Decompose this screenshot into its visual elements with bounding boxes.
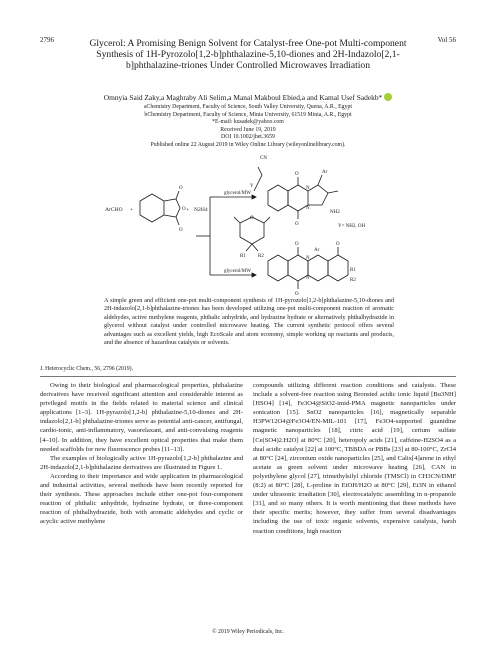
abstract: A simple green and efficient one-pot multi-component synthesis of 1H-pyrozolo[1,2-b]phthalazine-5,10-diones and 2H-indazolo[2,1-b]phthalazine-triones has been developed utilizing one-pot multi-component reaction of aromatic aldehydes, active methylene reagents, phthalic anhydride, and hydrazine hydrate or alternatively phthalhydrazide in glycerol without catalyst under controlled microwave heating. The current synthetic protocol offers several advantages such as excellent yields, high EcoScale and atom economy, simple working up reactants and products, and the absence of hazardous catalysts or solvents.: [104, 297, 394, 347]
label-r2-2: R2: [350, 278, 356, 283]
article-title: Glycerol: A Promising Benign Solvent for Catalyst-free One-pot Multi-component Synthesis of 1H-Pyrozolo[1,2-b]phthalazine-5,10-diones and 2H-Indazolo[2,1-b]phthalazine-triones Under Controlled Microwaves Irradiation: [89, 38, 407, 71]
label-n-3: N: [306, 256, 310, 261]
label-y: Y: [250, 184, 254, 189]
authors-text: Omnyia Said Zaky,a Maghraby Ali Selim,a Manal Makboul Ebied,a and Kamal Usef Sadekb*: [103, 93, 383, 102]
copyright-footer: © 2019 Wiley Periodicals, Inc.: [212, 629, 284, 635]
label-r2: R2: [258, 254, 264, 259]
label-o-7: O: [295, 242, 299, 247]
label-o-2: O: [182, 207, 186, 212]
label-n-1: N: [306, 186, 310, 191]
volume-label: Vol 56: [437, 36, 456, 44]
published-online: Published online 22 August 2019 in Wiley Online Library (wileyonlinelibrary.com).: [150, 142, 346, 148]
label-o-1: O: [179, 186, 183, 191]
received-date: Received June 19, 2019: [220, 126, 276, 133]
condition-top: glycerol/MW: [224, 191, 251, 196]
condition-bottom: glycerol/MW: [224, 269, 251, 274]
label-n-4: N: [306, 276, 310, 281]
doi: DOI 10.1002/jhet.3659: [221, 134, 275, 141]
plus-sign-1: +: [130, 207, 134, 213]
orcid-icon[interactable]: [384, 93, 392, 101]
label-o-4: O: [250, 216, 254, 221]
label-o-8: O: [295, 292, 299, 297]
citation: J. Heterocyclic Chem., 56, 2796 (2019).: [40, 366, 134, 372]
paragraph-4: compounds utilizing different reaction conditions and catalysts. These include a solvent-free reaction using Bronsted acidic ionic liquid [Bu3NH][HSO4] [14], Fe3O4@SiO2-imid-PMA magnetic nanoparticles under sonication [15]. SnO2 nanoparticles [16], magnetically separable H3PW12O4@Fe3O4/EN-MIL-101 [17], Fe3O4-supported guanidine magnetic nanoparticles [18], citric acid [19], cerium sulfate [Ce(SO4)2.H2O] at 80°C [20], heteropoly acids [21], caffeine-H2SO4 as a dual acidic catalyst [22] at 100°C, TBBDA or PBBs [23] at 80-100°C, ZrCl4 at 80°C [24], zirconium oxide nanoparticles [25], and Calix[4]arene in ethyl acetate as green solvent under microwave heating [26], CAN in polyethylene glycol [27], trimethylsilyl chloride (TMSCl) in CH3CN/DMF (8:2) at 80°C [28], L-proline in EtOH/H2O at 80°C [29], Et3N in ethanol under ultrasonic irradiation [30], electrocatalytic assembling in n-propanole [31], and so many others. It is worth mentioning that these methods have their specific merits; however, they suffer from several disadvantages including the use of toxic organic solvents, expensive catalysts, harsh reaction conditions, high reaction: [253, 382, 456, 535]
label-o-3: O: [179, 228, 183, 233]
affiliation-a: aChemistry Department, Faculty of Science, South Valley University, Quena, A.R., Egypt: [143, 104, 352, 110]
reagent-hydrazine: N2H4: [194, 207, 208, 213]
left-column: [40, 381, 243, 527]
paragraph-3: According to their importance and wide application in pharmacological and industrial activities, several methods have been recently reported for their synthesis. These approaches include either one-pot four-component reaction of phthalic anhydride, hydrazine hydrate, or three-component reaction of phthalhydrazide, both with aromatic aldehydes and cyclic or acyclic active methylene: [40, 472, 243, 526]
label-y-definition: Y= NH2, OH: [338, 224, 366, 229]
paragraph-1: Owing to their biological and pharmacological properties, phthalazine derivatives have received significant attention and considerable interest as privileged motifs in the fields related to material science and clinical applications [1–3]. 1H-pyrazolo[1,2-b] phthalazine-5,10-diones and 2H-indazolo[2,1-b] phthalazine-triones serve as potential anti-cancer, antifungal, cardio-tonic, anti-inflammatory, vasorelaxant, and anti-convulsing reagents [4–10]. In addition, they have excellent optical properties that make them needed scaffolds for new fluorescence probes [11–13].: [40, 382, 243, 453]
reagent-aldehyde: ArCHO: [105, 207, 123, 213]
label-r1: R1: [240, 254, 246, 259]
label-nh2: NH2: [330, 210, 340, 215]
label-n-2: N: [306, 206, 310, 211]
label-ar-2: Ar: [314, 248, 320, 253]
label-o-9: O: [336, 242, 340, 247]
label-o-6: O: [295, 222, 299, 227]
label-o-5: O: [295, 172, 299, 177]
paragraph-2: The examples of biologically active 1H-pyrazolo[1,2-b] phthalazine and 2H-indazolo[2,1-b]phthalazine derivatives are illustrated in Figure 1.: [40, 454, 243, 471]
author-list: [40, 93, 456, 102]
affiliation-b: bChemistry Department, Faculty of Science, Minia University, 61519 Minia, A.R., Egypt: [144, 111, 352, 118]
label-r1-2: R1: [350, 268, 356, 273]
right-column: [253, 381, 456, 536]
divider: [40, 376, 456, 377]
label-cn: CN: [260, 156, 267, 161]
plus-sign-2: +: [186, 207, 190, 213]
reaction-scheme: [100, 147, 400, 297]
label-ar: Ar: [322, 170, 328, 175]
page-number: 2796: [40, 36, 54, 44]
corresponding-email: *E-mail: kusadek@yahoo.com: [212, 119, 284, 126]
